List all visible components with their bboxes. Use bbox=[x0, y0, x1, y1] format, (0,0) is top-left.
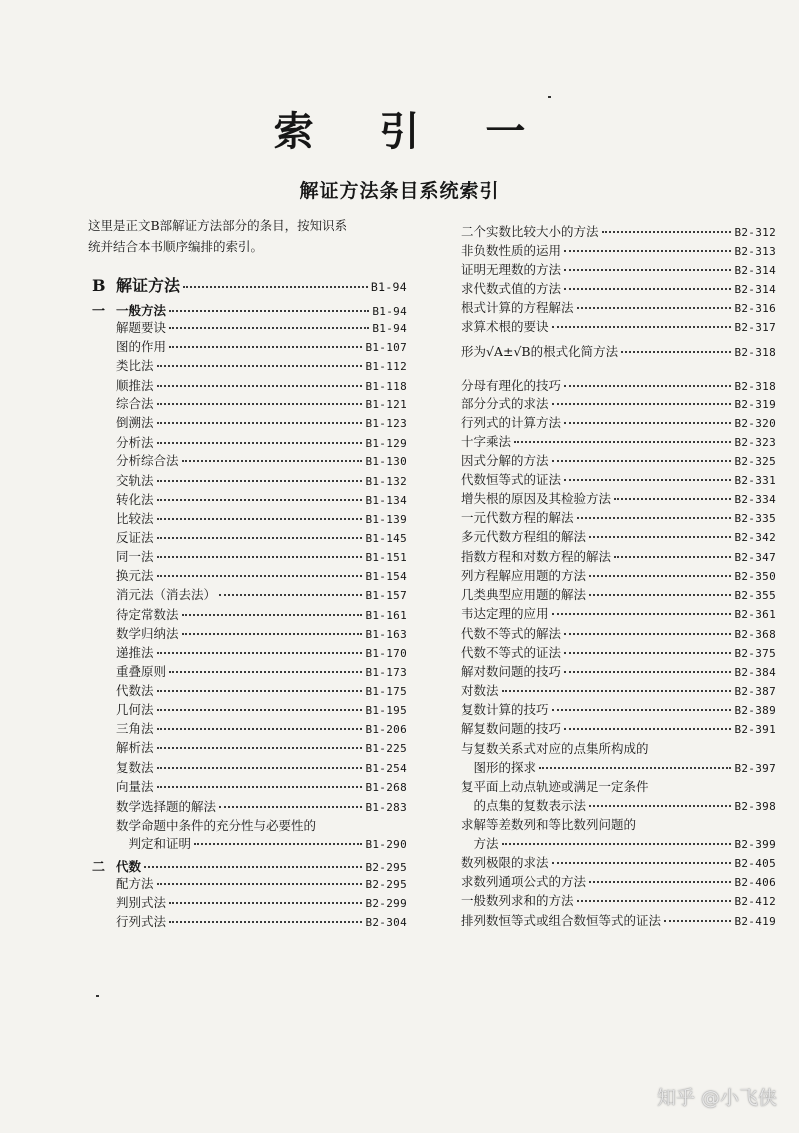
dot-leader bbox=[552, 326, 732, 328]
entry-page-ref: B2-342 bbox=[734, 531, 776, 544]
entry-label: 消元法（消去法） bbox=[116, 587, 217, 602]
index-entry bbox=[92, 376, 407, 394]
entry-label: 分母有理化的技巧 bbox=[461, 378, 562, 393]
index-entry bbox=[461, 432, 776, 450]
dot-leader bbox=[182, 614, 363, 616]
entry-page-ref: B2-304 bbox=[365, 916, 407, 929]
index-entry bbox=[461, 796, 776, 814]
dot-leader bbox=[514, 441, 731, 443]
entry-label: 根式计算的方程解法 bbox=[461, 300, 574, 315]
entry-label: 数列极限的求法 bbox=[461, 855, 549, 870]
index-entry bbox=[92, 433, 407, 451]
entry-page-ref: B2-317 bbox=[734, 321, 776, 334]
dot-leader bbox=[564, 422, 731, 424]
intro-line: 这里是正文B部解证方法部分的条目，按知识系 bbox=[88, 218, 348, 233]
entry-label: 同一法 bbox=[116, 549, 154, 564]
dot-leader bbox=[182, 633, 363, 635]
entry-page-ref: B2-320 bbox=[734, 417, 776, 430]
entry-label: 行列式的计算方法 bbox=[461, 415, 562, 430]
dot-leader bbox=[502, 690, 732, 692]
entry-page-ref: B1-175 bbox=[365, 685, 407, 698]
entry-label: 十字乘法 bbox=[461, 434, 512, 449]
dot-leader bbox=[589, 536, 731, 538]
index-entry bbox=[92, 394, 407, 412]
index-entry bbox=[92, 528, 407, 546]
entry-page-ref: B1-161 bbox=[365, 609, 407, 622]
index-entry bbox=[92, 856, 407, 874]
index-entry bbox=[461, 891, 776, 909]
dot-leader bbox=[564, 250, 731, 252]
dot-leader bbox=[552, 403, 732, 405]
index-entry bbox=[461, 222, 776, 240]
index-entry bbox=[92, 874, 407, 892]
dot-leader bbox=[157, 709, 363, 711]
dot-leader bbox=[157, 786, 363, 788]
entry-label: 顺推法 bbox=[116, 378, 154, 393]
index-entry bbox=[461, 279, 776, 297]
dot-leader bbox=[183, 286, 368, 288]
entry-label: 增失根的原因及其检验方法 bbox=[461, 491, 612, 506]
entry-label: 重叠原则 bbox=[116, 664, 167, 679]
entry-page-ref: B1-254 bbox=[365, 762, 407, 775]
index-entry bbox=[461, 853, 776, 871]
index-entry bbox=[92, 413, 407, 431]
index-entry bbox=[461, 585, 776, 603]
entry-label: 复平面上动点轨迹或满足一定条件 bbox=[461, 779, 649, 794]
entry-label: 交轨法 bbox=[116, 473, 154, 488]
index-entry bbox=[92, 797, 407, 815]
entry-page-ref: B1-134 bbox=[365, 494, 407, 507]
entry-page-ref: B1-145 bbox=[365, 532, 407, 545]
entry-page-ref: B2-325 bbox=[734, 455, 776, 468]
index-entry bbox=[461, 342, 776, 360]
entry-page-ref: B2-312 bbox=[734, 226, 776, 239]
index-entry bbox=[92, 893, 407, 911]
entry-label: 方法 bbox=[461, 836, 499, 851]
entry-page-ref: B1-123 bbox=[365, 417, 407, 430]
page-title: 索 引 一 bbox=[273, 108, 552, 155]
dot-leader bbox=[552, 862, 732, 864]
entry-label: 综合法 bbox=[116, 396, 154, 411]
entry-page-ref: B1-132 bbox=[365, 475, 407, 488]
dot-leader bbox=[157, 883, 363, 885]
entry-page-ref: B2-361 bbox=[734, 608, 776, 621]
entry-page-ref: B1-94 bbox=[372, 305, 407, 318]
entry-label: 形为√A±√B的根式化简方法 bbox=[461, 344, 619, 359]
scan-speck bbox=[96, 995, 99, 997]
entry-page-ref: B2-334 bbox=[734, 493, 776, 506]
index-entry bbox=[92, 834, 407, 852]
entry-label: 求解等差数列和等比数列问题的 bbox=[461, 817, 637, 832]
dot-leader bbox=[157, 499, 363, 501]
index-entry bbox=[461, 508, 776, 526]
index-entry bbox=[461, 451, 776, 469]
dot-leader bbox=[219, 806, 362, 808]
entry-page-ref: B1-151 bbox=[365, 551, 407, 564]
entry-prefix: 一 bbox=[92, 304, 106, 319]
dot-leader bbox=[157, 442, 363, 444]
entry-page-ref: B1-121 bbox=[365, 398, 407, 411]
dot-leader bbox=[144, 866, 362, 868]
entry-page-ref: B1-118 bbox=[365, 380, 407, 393]
entry-page-ref: B2-347 bbox=[734, 551, 776, 564]
dot-leader bbox=[157, 385, 363, 387]
entry-label: 行列式法 bbox=[116, 914, 167, 929]
dot-leader bbox=[182, 460, 363, 462]
entry-label: 求算术根的要诀 bbox=[461, 319, 549, 334]
entry-page-ref: B2-318 bbox=[734, 346, 776, 359]
index-entry bbox=[92, 547, 407, 565]
index-entry bbox=[92, 700, 407, 718]
index-entry bbox=[461, 758, 776, 776]
dot-leader bbox=[157, 652, 363, 654]
dot-leader bbox=[157, 690, 363, 692]
dot-leader bbox=[564, 288, 731, 290]
index-entry bbox=[92, 643, 407, 661]
index-entry bbox=[92, 509, 407, 527]
index-entry bbox=[461, 815, 776, 833]
entry-label: 数学命题中条件的充分性与必要性的 bbox=[116, 818, 317, 833]
index-entry bbox=[92, 490, 407, 508]
entry-page-ref: B2-331 bbox=[734, 474, 776, 487]
entry-page-ref: B2-295 bbox=[365, 861, 407, 874]
dot-leader bbox=[577, 900, 732, 902]
entry-page-ref: B1-225 bbox=[365, 742, 407, 755]
dot-leader bbox=[169, 327, 369, 329]
entry-page-ref: B1-195 bbox=[365, 704, 407, 717]
dot-leader bbox=[564, 269, 731, 271]
index-entry bbox=[461, 317, 776, 335]
entry-label: 代数恒等式的证法 bbox=[461, 472, 562, 487]
entry-label: 一般数列求和的方法 bbox=[461, 893, 574, 908]
dot-leader bbox=[564, 479, 731, 481]
dot-leader bbox=[169, 921, 362, 923]
entry-page-ref: B2-314 bbox=[734, 264, 776, 277]
entry-label: 分析综合法 bbox=[116, 453, 179, 468]
page-subtitle: 解证方法条目系统索引 bbox=[299, 180, 500, 202]
entry-page-ref: B2-316 bbox=[734, 302, 776, 315]
index-entry bbox=[461, 911, 776, 929]
index-entry bbox=[461, 643, 776, 661]
entry-page-ref: B1-130 bbox=[365, 455, 407, 468]
entry-page-ref: B1-154 bbox=[365, 570, 407, 583]
entry-page-ref: B2-295 bbox=[365, 878, 407, 891]
index-entry bbox=[92, 738, 407, 756]
entry-page-ref: B2-368 bbox=[734, 628, 776, 641]
index-entry bbox=[461, 662, 776, 680]
entry-label: 待定常数法 bbox=[116, 607, 179, 622]
entry-page-ref: B2-375 bbox=[734, 647, 776, 660]
entry-page-ref: B2-314 bbox=[734, 283, 776, 296]
entry-page-ref: B1-283 bbox=[365, 801, 407, 814]
watermark: 知乎 @小飞侠 bbox=[656, 1087, 777, 1109]
entry-label: 复数计算的技巧 bbox=[461, 702, 549, 717]
entry-page-ref: B1-206 bbox=[365, 723, 407, 736]
entry-page-ref: B1-112 bbox=[365, 360, 407, 373]
dot-leader bbox=[564, 633, 731, 635]
index-entry bbox=[92, 816, 407, 834]
entry-label: 转化法 bbox=[116, 492, 154, 507]
index-entry bbox=[461, 298, 776, 316]
index-entry bbox=[461, 489, 776, 507]
entry-label: 因式分解的方法 bbox=[461, 453, 549, 468]
entry-label: 列方程解应用题的方法 bbox=[461, 568, 587, 583]
dot-leader bbox=[157, 767, 363, 769]
entry-label: 复数法 bbox=[116, 760, 154, 775]
index-entry bbox=[92, 273, 407, 295]
index-entry bbox=[461, 566, 776, 584]
index-entry bbox=[461, 376, 776, 394]
entry-label: 的点集的复数表示法 bbox=[461, 798, 587, 813]
entry-label: 图的作用 bbox=[116, 339, 167, 354]
dot-leader bbox=[157, 537, 363, 539]
dot-leader bbox=[564, 671, 731, 673]
entry-page-ref: B2-389 bbox=[734, 704, 776, 717]
dot-leader bbox=[614, 498, 731, 500]
index-entry bbox=[461, 777, 776, 795]
dot-leader bbox=[157, 728, 363, 730]
entry-page-ref: B2-350 bbox=[734, 570, 776, 583]
entry-label: 解证方法 bbox=[116, 276, 181, 295]
entry-label: 解题要诀 bbox=[116, 320, 167, 335]
entry-page-ref: B2-387 bbox=[734, 685, 776, 698]
intro-paragraph bbox=[88, 215, 418, 257]
entry-page-ref: B1-157 bbox=[365, 589, 407, 602]
dot-leader bbox=[539, 767, 731, 769]
entry-label: 倒溯法 bbox=[116, 415, 154, 430]
index-entry bbox=[461, 681, 776, 699]
entry-label: 代数 bbox=[116, 859, 142, 874]
dot-leader bbox=[169, 310, 369, 312]
entry-label: 与复数关系式对应的点集所构成的 bbox=[461, 741, 649, 756]
entry-page-ref: B2-355 bbox=[734, 589, 776, 602]
index-entry bbox=[461, 624, 776, 642]
entry-page-ref: B1-163 bbox=[365, 628, 407, 641]
entry-label: 几类典型应用题的解法 bbox=[461, 587, 587, 602]
index-entry bbox=[461, 547, 776, 565]
entry-page-ref: B2-398 bbox=[734, 800, 776, 813]
index-entry bbox=[461, 527, 776, 545]
entry-label: 换元法 bbox=[116, 568, 154, 583]
entry-label: 判别式法 bbox=[116, 895, 167, 910]
index-entry bbox=[92, 451, 407, 469]
index-entry bbox=[92, 471, 407, 489]
dot-leader bbox=[602, 231, 732, 233]
index-entry bbox=[92, 681, 407, 699]
index-entry bbox=[92, 337, 407, 355]
dot-leader bbox=[157, 747, 363, 749]
index-entry bbox=[92, 356, 407, 374]
entry-page-ref: B2-323 bbox=[734, 436, 776, 449]
dot-leader bbox=[552, 709, 732, 711]
dot-leader bbox=[169, 902, 362, 904]
entry-label: 二个实数比较大小的方法 bbox=[461, 224, 599, 239]
index-entry bbox=[92, 566, 407, 584]
entry-page-ref: B2-399 bbox=[734, 838, 776, 851]
index-entry bbox=[461, 719, 776, 737]
dot-leader bbox=[621, 351, 731, 353]
dot-leader bbox=[157, 480, 363, 482]
index-entry bbox=[92, 318, 407, 336]
scan-speck bbox=[548, 96, 551, 98]
entry-page-ref: B2-319 bbox=[734, 398, 776, 411]
entry-label: 代数不等式的解法 bbox=[461, 626, 562, 641]
dot-leader bbox=[664, 920, 731, 922]
entry-label: 一元代数方程的解法 bbox=[461, 510, 574, 525]
entry-label: 几何法 bbox=[116, 702, 154, 717]
dot-leader bbox=[157, 556, 363, 558]
index-entry bbox=[461, 413, 776, 431]
entry-page-ref: B2-391 bbox=[734, 723, 776, 736]
entry-label: 排列数恒等式或组合数恒等式的证法 bbox=[461, 913, 662, 928]
entry-page-ref: B2-397 bbox=[734, 762, 776, 775]
entry-label: 一般方法 bbox=[116, 303, 167, 318]
index-entry bbox=[92, 719, 407, 737]
index-entry bbox=[92, 662, 407, 680]
index-entry bbox=[461, 700, 776, 718]
index-entry bbox=[461, 260, 776, 278]
entry-label: 代数不等式的证法 bbox=[461, 645, 562, 660]
dot-leader bbox=[577, 307, 732, 309]
dot-leader bbox=[157, 365, 363, 367]
index-entry bbox=[461, 872, 776, 890]
index-entry bbox=[92, 777, 407, 795]
index-entry bbox=[461, 739, 776, 757]
entry-page-ref: B2-412 bbox=[734, 895, 776, 908]
entry-page-ref: B2-335 bbox=[734, 512, 776, 525]
index-entry bbox=[461, 470, 776, 488]
index-entry bbox=[92, 605, 407, 623]
entry-label: 求代数式值的方法 bbox=[461, 281, 562, 296]
entry-label: 配方法 bbox=[116, 876, 154, 891]
entry-label: 递推法 bbox=[116, 645, 154, 660]
entry-page-ref: B2-299 bbox=[365, 897, 407, 910]
dot-leader bbox=[589, 805, 731, 807]
dot-leader bbox=[157, 403, 363, 405]
entry-label: 解复数问题的技巧 bbox=[461, 721, 562, 736]
entry-label: 数学选择题的解法 bbox=[116, 799, 217, 814]
entry-label: 非负数性质的运用 bbox=[461, 243, 562, 258]
entry-label: 分析法 bbox=[116, 435, 154, 450]
entry-label: 指数方程和对数方程的解法 bbox=[461, 549, 612, 564]
dot-leader bbox=[194, 843, 362, 845]
entry-label: 图形的探求 bbox=[461, 760, 537, 775]
entry-label: 数学归纳法 bbox=[116, 626, 179, 641]
entry-label: 求数列通项公式的方法 bbox=[461, 874, 587, 889]
entry-page-ref: B1-94 bbox=[370, 280, 407, 294]
intro-line: 统并结合本书顺序编排的索引。 bbox=[88, 239, 264, 254]
index-entry bbox=[92, 624, 407, 642]
entry-label: 比较法 bbox=[116, 511, 154, 526]
entry-label: 反证法 bbox=[116, 530, 154, 545]
entry-prefix: B bbox=[92, 276, 106, 295]
index-entry bbox=[92, 912, 407, 930]
dot-leader bbox=[157, 422, 363, 424]
dot-leader bbox=[169, 671, 362, 673]
entry-label: 代数法 bbox=[116, 683, 154, 698]
dot-leader bbox=[564, 385, 731, 387]
entry-label: 类比法 bbox=[116, 358, 154, 373]
entry-label: 证明无理数的方法 bbox=[461, 262, 562, 277]
dot-leader bbox=[614, 556, 731, 558]
index-entry bbox=[92, 585, 407, 603]
dot-leader bbox=[219, 594, 362, 596]
entry-label: 部分分式的求法 bbox=[461, 396, 549, 411]
dot-leader bbox=[589, 575, 731, 577]
dot-leader bbox=[157, 575, 363, 577]
entry-label: 判定和证明 bbox=[116, 836, 192, 851]
entry-page-ref: B1-129 bbox=[365, 437, 407, 450]
index-entry bbox=[461, 834, 776, 852]
entry-page-ref: B1-107 bbox=[365, 341, 407, 354]
dot-leader bbox=[564, 652, 731, 654]
dot-leader bbox=[589, 881, 731, 883]
entry-page-ref: B2-318 bbox=[734, 380, 776, 393]
entry-label: 多元代数方程组的解法 bbox=[461, 529, 587, 544]
entry-page-ref: B2-419 bbox=[734, 915, 776, 928]
index-entry bbox=[461, 604, 776, 622]
entry-page-ref: B2-313 bbox=[734, 245, 776, 258]
index-entry bbox=[92, 300, 407, 318]
entry-page-ref: B2-406 bbox=[734, 876, 776, 889]
index-entry bbox=[461, 394, 776, 412]
dot-leader bbox=[552, 613, 732, 615]
dot-leader bbox=[169, 346, 362, 348]
entry-label: 向量法 bbox=[116, 779, 154, 794]
entry-page-ref: B1-268 bbox=[365, 781, 407, 794]
entry-label: 解析法 bbox=[116, 740, 154, 755]
entry-page-ref: B2-384 bbox=[734, 666, 776, 679]
entry-label: 韦达定理的应用 bbox=[461, 606, 549, 621]
entry-page-ref: B1-290 bbox=[365, 838, 407, 851]
entry-page-ref: B2-405 bbox=[734, 857, 776, 870]
index-entry bbox=[92, 758, 407, 776]
dot-leader bbox=[502, 843, 732, 845]
entry-label: 三角法 bbox=[116, 721, 154, 736]
index-entry bbox=[461, 241, 776, 259]
entry-page-ref: B1-173 bbox=[365, 666, 407, 679]
entry-label: 解对数问题的技巧 bbox=[461, 664, 562, 679]
entry-page-ref: B1-170 bbox=[365, 647, 407, 660]
dot-leader bbox=[157, 518, 363, 520]
dot-leader bbox=[564, 728, 731, 730]
entry-prefix: 二 bbox=[92, 860, 106, 875]
entry-page-ref: B1-139 bbox=[365, 513, 407, 526]
entry-label: 对数法 bbox=[461, 683, 499, 698]
entry-page-ref: B1-94 bbox=[372, 322, 407, 335]
dot-leader bbox=[552, 460, 732, 462]
dot-leader bbox=[589, 594, 731, 596]
dot-leader bbox=[577, 517, 732, 519]
